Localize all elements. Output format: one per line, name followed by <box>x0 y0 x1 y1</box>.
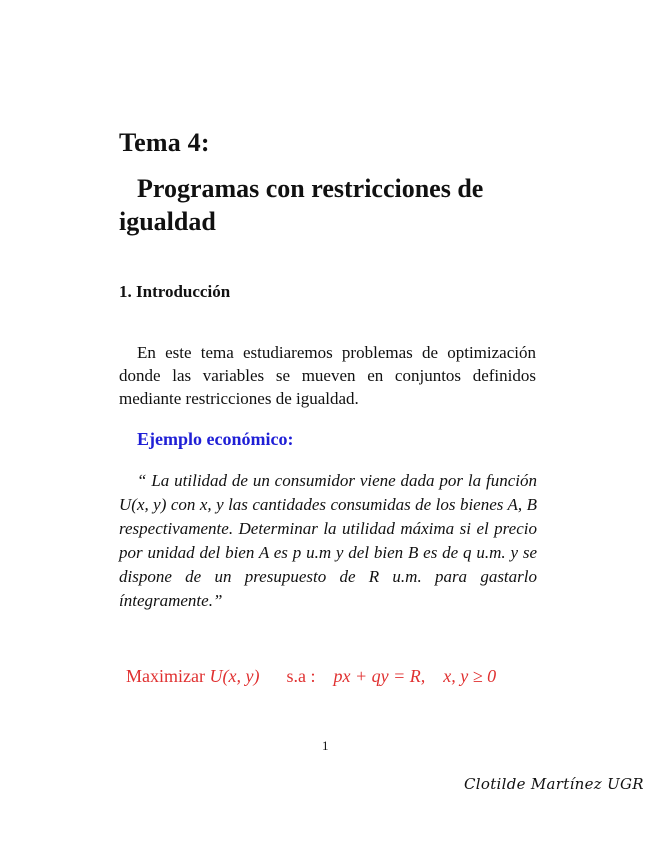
page-subtitle: Programas con restricciones de igualdad <box>119 174 484 236</box>
author-signature: Clotilde Martínez UGR <box>464 775 644 793</box>
formula-st: s.a : <box>286 666 316 686</box>
page-title: Tema 4: <box>119 128 210 157</box>
formula-nonneg: x, y ≥ 0 <box>443 666 497 686</box>
example-heading: Ejemplo económico: <box>137 429 294 449</box>
formula-objective: U(x, y) <box>209 666 260 686</box>
page-number: 1 <box>322 738 329 753</box>
formula-maximize: Maximizar <box>126 666 205 686</box>
optimization-formula <box>126 666 496 687</box>
example-quote: “ La utilidad de un consumidor viene dada por la función U(x, y) con x, y las cantidades consumidas de los bienes A, B respectivamente. Determinar la utilidad máxima si el precio por unidad del bien A es p u.m y del bien B es de q u.m. y se dispone de un presupuesto de R u.m. para gastarlo íntegramente.” <box>119 471 537 610</box>
formula-constraint: px + qy = R, <box>333 666 426 686</box>
section-heading: 1. Introducción <box>119 282 231 301</box>
intro-paragraph: En este tema estudiaremos problemas de optimización donde las variables se mueven en conjuntos definidos mediante restricciones de igualdad. <box>119 343 536 408</box>
